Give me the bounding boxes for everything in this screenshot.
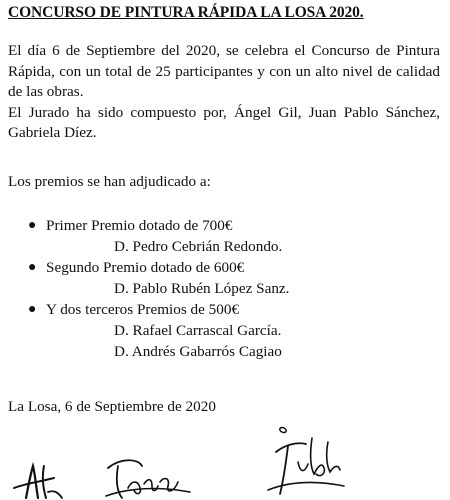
bullet-icon: ●: [28, 260, 37, 275]
bullet-icon: ●: [28, 218, 37, 233]
intro-paragraph: El día 6 de Septiembre del 2020, se celebra el Concurso de Pintura Rápida, con un total de 25 participantes y con un alto nivel de calidad de las obras.: [8, 42, 440, 100]
signature-1: [8, 452, 68, 500]
prize-item-first: [0, 215, 450, 236]
bullet-icon: ●: [28, 302, 37, 317]
jury-paragraph: El Jurado ha sido compuesto por, Ángel Gil, Juan Pablo Sánchez, Gabriela Díez.: [8, 103, 440, 141]
document-title: CONCURSO DE PINTURA RÁPIDA LA LOSA 2020.: [8, 4, 364, 21]
prize-list: [0, 215, 450, 362]
place-date: La Losa, 6 de Septiembre de 2020: [8, 398, 216, 415]
prize-winner: D. Pablo Rubén López Sanz.: [114, 280, 290, 297]
prize-winner: D. Rafael Carrascal García.: [114, 322, 282, 339]
prize-label: Y dos terceros Premios de 500€: [46, 301, 240, 318]
prizes-intro: Los premios se han adjudicado a:: [8, 173, 211, 190]
prize-winner: D. Pedro Cebrián Redondo.: [114, 238, 283, 255]
intro-block: [8, 41, 440, 144]
prize-label: Primer Premio dotado de 700€: [46, 217, 233, 234]
prize-winner: D. Andrés Gabarrós Cagiao: [114, 343, 282, 360]
prize-label: Segundo Premio dotado de 600€: [46, 259, 245, 276]
prize-item-third: [0, 299, 450, 320]
prize-item-second: [0, 257, 450, 278]
signature-2: [98, 452, 198, 500]
signature-3: [258, 422, 348, 500]
